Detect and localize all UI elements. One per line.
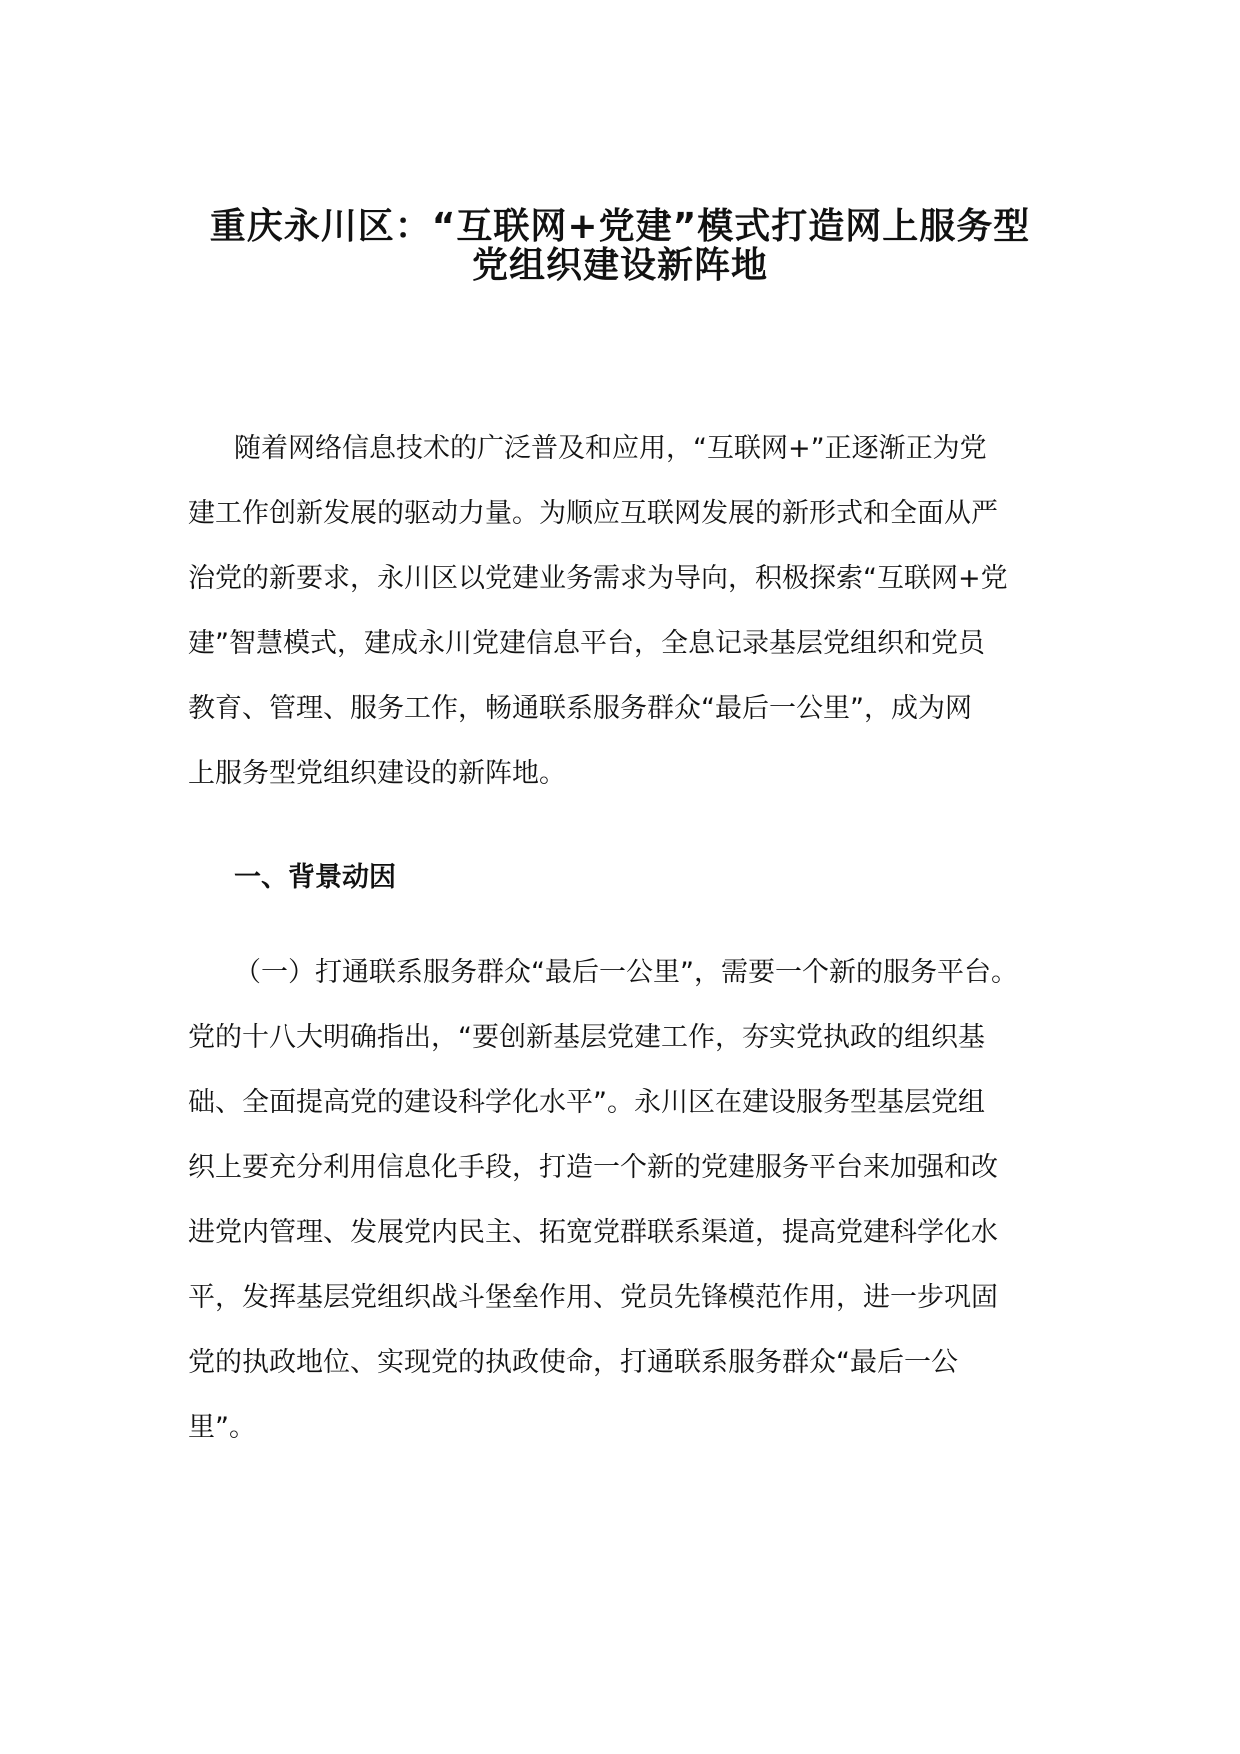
paragraph-line: 建”智慧模式，建成永川党建信息平台，全息记录基层党组织和党员	[188, 628, 985, 659]
background-paragraph	[188, 940, 1068, 1460]
paragraph-line: 党的十八大明确指出，“要创新基层党建工作，夯实党执政的组织基	[188, 1022, 985, 1053]
paragraph-line: 础、全面提高党的建设科学化水平”。永川区在建设服务型基层党组	[188, 1087, 985, 1118]
document-title-line-2: 党组织建设新阵地	[471, 245, 768, 286]
paragraph-line: 上服务型党组织建设的新阵地。	[188, 758, 566, 789]
paragraph-line: 织上要充分利用信息化手段，打造一个新的党建服务平台来加强和改	[188, 1152, 998, 1183]
section-heading: 一、背景动因	[234, 862, 396, 893]
document-title-line-1: 重庆永川区：“互联网+党建”模式打造网上服务型	[209, 206, 1031, 247]
paragraph-line: 建工作创新发展的驱动力量。为顺应互联网发展的新形式和全面从严	[188, 498, 998, 529]
paragraph-line: 教育、管理、服务工作，畅通联系服务群众“最后一公里”，成为网	[188, 693, 972, 724]
paragraph-line: 进党内管理、发展党内民主、拓宽党群联系渠道，提高党建科学化水	[188, 1217, 998, 1248]
paragraph-line: 随着网络信息技术的广泛普及和应用，“互联网+”正逐渐正为党	[234, 433, 987, 464]
paragraph-line: （一）打通联系服务群众“最后一公里”，需要一个新的服务平台。	[234, 957, 1018, 988]
paragraph-line: 治党的新要求，永川区以党建业务需求为导向，积极探索“互联网+党	[188, 563, 1008, 594]
paragraph-line: 里”。	[188, 1412, 256, 1443]
paragraph-line: 平，发挥基层党组织战斗堡垒作用、党员先锋模范作用，进一步巩固	[188, 1282, 998, 1313]
intro-paragraph	[188, 416, 1068, 806]
paragraph-line: 党的执政地位、实现党的执政使命，打通联系服务群众“最后一公	[188, 1347, 958, 1378]
